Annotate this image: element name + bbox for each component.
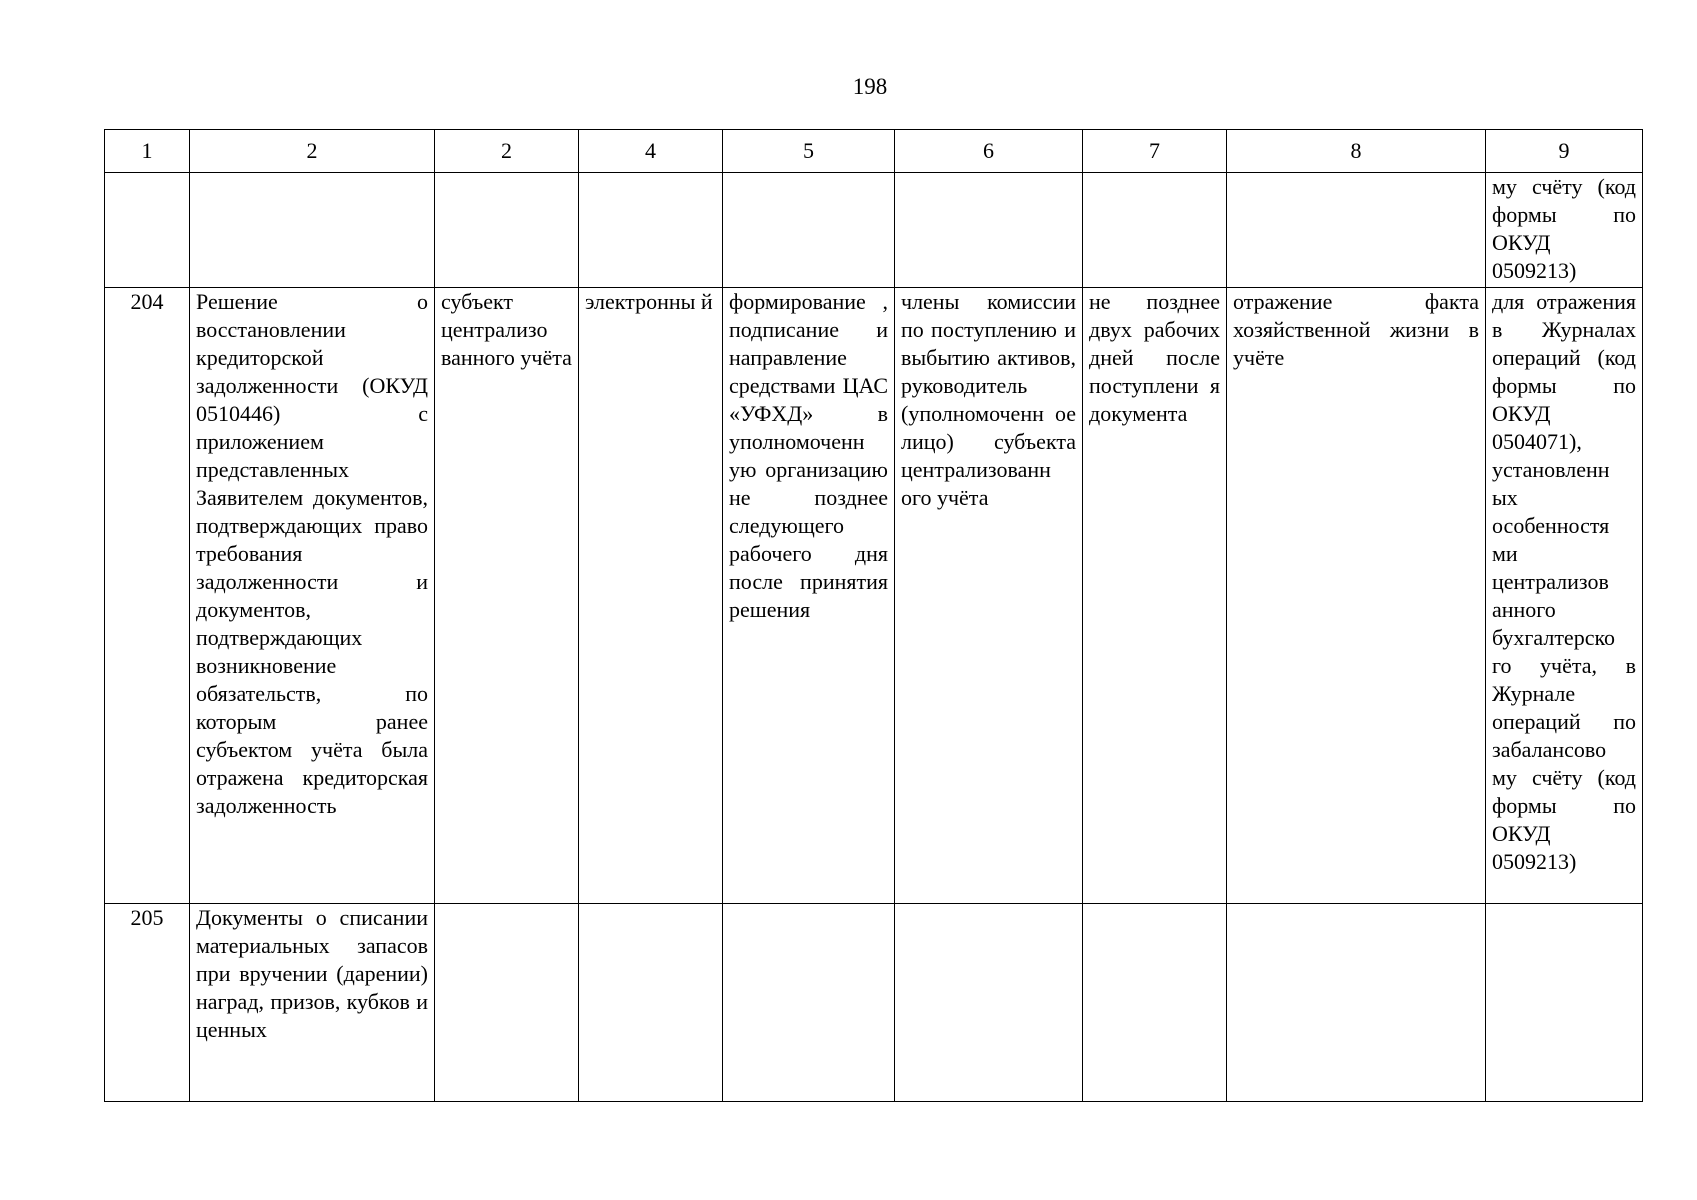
row-204-format: электронны й xyxy=(579,288,723,904)
table-cell xyxy=(1083,904,1227,1102)
header-cell-9: 9 xyxy=(1486,130,1643,173)
table-cell xyxy=(1083,173,1227,288)
table-cell xyxy=(723,904,895,1102)
row-204-deadline: не позднее двух рабочих дней после поступлени я документа xyxy=(1083,288,1227,904)
table-cell xyxy=(579,173,723,288)
row-number-204: 204 xyxy=(105,288,190,904)
table-row-205 xyxy=(105,904,1643,1102)
table-cell xyxy=(1227,904,1486,1102)
row-205-document: Документы о списании материальных запасов при вручении (дарении) наград, призов, кубков и ценных xyxy=(190,904,435,1102)
table-cell xyxy=(895,904,1083,1102)
header-cell-8: 8 xyxy=(1227,130,1486,173)
table-header-row xyxy=(105,130,1643,173)
header-cell-2: 2 xyxy=(190,130,435,173)
table-cell xyxy=(723,173,895,288)
table-cell xyxy=(190,173,435,288)
header-cell-3: 2 xyxy=(435,130,579,173)
table-row-continuation xyxy=(105,173,1643,288)
row-204-responsible: субъект централизо ванного учёта xyxy=(435,288,579,904)
row-204-signers: члены комиссии по поступлению и выбытию активов, руководитель (уполномоченн ое лицо) субъекта централизованн ого учёта xyxy=(895,288,1083,904)
table-cell xyxy=(895,173,1083,288)
header-cell-6: 6 xyxy=(895,130,1083,173)
continuation-registers-cell: му счёту (код формы по ОКУД 0509213) xyxy=(1486,173,1643,288)
page-number: 198 xyxy=(852,74,888,99)
document-table xyxy=(104,129,1643,1102)
table-cell xyxy=(579,904,723,1102)
table-cell xyxy=(435,173,579,288)
row-204-registers: для отражения в Журналах операций (код формы по ОКУД 0504071), установленн ых особенностя ми централизов анного бухгалтерско го учёта, в Журнале операций по забалансово му счёту (код формы по ОКУД 0509213) xyxy=(1486,288,1643,904)
table-cell xyxy=(105,173,190,288)
header-cell-4: 4 xyxy=(579,130,723,173)
row-number-205: 205 xyxy=(105,904,190,1102)
row-204-action: формирование , подписание и направление средствами ЦАС «УФХД» в уполномоченн ую организацию не позднее следующего рабочего дня после принятия решения xyxy=(723,288,895,904)
row-204-purpose: отражение факта хозяйственной жизни в учёте xyxy=(1227,288,1486,904)
row-204-document: Решение о восстановлении кредиторской задолженности (ОКУД 0510446) с приложением представленных Заявителем документов, подтверждающих право требования задолженности и документов, подтверждающих возникновение обязательств, по которым ранее субъектом учёта была отражена кредиторская задолженность xyxy=(190,288,435,904)
table-cell xyxy=(1486,904,1643,1102)
header-cell-5: 5 xyxy=(723,130,895,173)
table-cell xyxy=(1227,173,1486,288)
table-row-204 xyxy=(105,288,1643,904)
table-cell xyxy=(435,904,579,1102)
header-cell-1: 1 xyxy=(105,130,190,173)
header-cell-7: 7 xyxy=(1083,130,1227,173)
